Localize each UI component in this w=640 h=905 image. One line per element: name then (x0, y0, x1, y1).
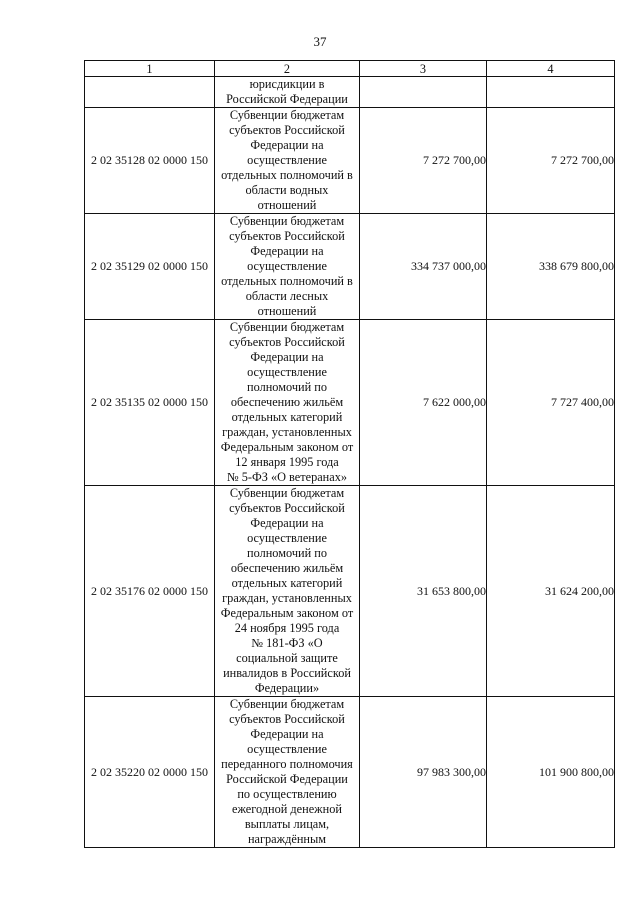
income-name-line: субъектов Российской (229, 712, 345, 726)
income-name-line: граждан, установленных (222, 591, 352, 605)
income-name-line: полномочий по (247, 380, 327, 394)
income-name-line: отношений (257, 198, 317, 212)
header-cell-1: 1 (85, 61, 215, 77)
income-name-line: юрисдикции в (249, 77, 325, 91)
table-row (85, 108, 615, 214)
income-name-line: Субвенции бюджетам (229, 108, 345, 122)
table-body (85, 77, 615, 848)
income-name-line: отношений (257, 304, 317, 318)
budget-code-cell: 2 02 35135 02 0000 150 (85, 320, 215, 486)
income-name-line: награждённым (247, 832, 327, 846)
income-name-line: обеспечению жильём (230, 395, 344, 409)
income-name-cell (215, 320, 360, 486)
budget-code-cell: 2 02 35176 02 0000 150 (85, 486, 215, 697)
income-name-line: 24 ноября 1995 года (234, 621, 340, 635)
amount-col4-cell: 7 727 400,00 (487, 320, 615, 486)
income-name-line: социальной защите (236, 651, 338, 665)
income-name-line: Субвенции бюджетам (229, 697, 345, 711)
income-name-line: осуществление (247, 742, 327, 756)
income-name-line: осуществление (247, 531, 327, 545)
income-name-line: Субвенции бюджетам (229, 320, 345, 334)
table-row (85, 77, 615, 108)
amount-col3-cell: 7 622 000,00 (360, 320, 487, 486)
income-name-line: осуществление (247, 365, 327, 379)
amount-col4-cell: 338 679 800,00 (487, 214, 615, 320)
budget-code-cell (85, 77, 215, 108)
income-name-line: инвалидов в Российской (223, 666, 351, 680)
header-cell-3: 3 (360, 61, 487, 77)
header-cell-4: 4 (487, 61, 615, 77)
header-cell-2: 2 (215, 61, 360, 77)
income-name-line: субъектов Российской (229, 229, 345, 243)
income-name-line: выплаты лицам, (244, 817, 330, 831)
income-name-line: отдельных полномочий в (221, 274, 353, 288)
amount-col4-cell (487, 77, 615, 108)
income-name-line: субъектов Российской (229, 123, 345, 137)
income-name-line: области лесных (245, 289, 329, 303)
table-header-row (85, 61, 615, 77)
income-name-line: области водных (245, 183, 329, 197)
amount-col3-cell: 7 272 700,00 (360, 108, 487, 214)
income-name-line: Федерации» (254, 681, 320, 695)
amount-col4-cell: 31 624 200,00 (487, 486, 615, 697)
income-name-line: Российской Федерации (226, 92, 348, 106)
budget-code-cell: 2 02 35128 02 0000 150 (85, 108, 215, 214)
budget-code-cell: 2 02 35129 02 0000 150 (85, 214, 215, 320)
income-name-line: осуществление (247, 259, 327, 273)
amount-col3-cell: 97 983 300,00 (360, 697, 487, 848)
income-name-cell (215, 697, 360, 848)
budget-table (84, 60, 615, 848)
income-name-line: обеспечению жильём (230, 561, 344, 575)
income-name-line: отдельных категорий (231, 410, 343, 424)
income-name-line: 12 января 1995 года (235, 455, 339, 469)
budget-code-cell: 2 02 35220 02 0000 150 (85, 697, 215, 848)
income-name-cell (215, 486, 360, 697)
income-name-line: Федерации на (250, 516, 324, 530)
income-name-line: Федерации на (250, 727, 324, 741)
table-row (85, 320, 615, 486)
income-name-cell (215, 214, 360, 320)
income-name-line: Федеральным законом от (220, 440, 354, 454)
income-name-line: ежегодной денежной (232, 802, 342, 816)
income-name-line: переданного полномочия (221, 757, 353, 771)
income-name-line: граждан, установленных (222, 425, 352, 439)
income-name-line: Федерации на (250, 350, 324, 364)
income-name-line: Субвенции бюджетам (229, 214, 345, 228)
income-name-line: отдельных категорий (231, 576, 343, 590)
income-name-line: Российской Федерации (226, 772, 348, 786)
income-name-line: Субвенции бюджетам (229, 486, 345, 500)
income-name-line: Федерации на (250, 244, 324, 258)
amount-col4-cell: 7 272 700,00 (487, 108, 615, 214)
income-name-line: отдельных полномочий в (221, 168, 353, 182)
table-row (85, 214, 615, 320)
amount-col3-cell (360, 77, 487, 108)
income-name-cell (215, 77, 360, 108)
amount-col4-cell: 101 900 800,00 (487, 697, 615, 848)
amount-col3-cell: 334 737 000,00 (360, 214, 487, 320)
income-name-line: № 181-ФЗ «О (251, 636, 323, 650)
income-name-cell (215, 108, 360, 214)
income-name-line: по осуществлению (237, 787, 337, 801)
income-name-line: полномочий по (247, 546, 327, 560)
income-name-line: Федерации на (250, 138, 324, 152)
income-name-line: субъектов Российской (229, 501, 345, 515)
table-row (85, 486, 615, 697)
income-name-line: № 5-ФЗ «О ветеранах» (226, 470, 348, 484)
amount-col3-cell: 31 653 800,00 (360, 486, 487, 697)
income-name-line: Федеральным законом от (220, 606, 354, 620)
page-number: 37 (313, 34, 327, 49)
income-name-line: осуществление (247, 153, 327, 167)
table-row (85, 697, 615, 848)
income-name-line: субъектов Российской (229, 335, 345, 349)
